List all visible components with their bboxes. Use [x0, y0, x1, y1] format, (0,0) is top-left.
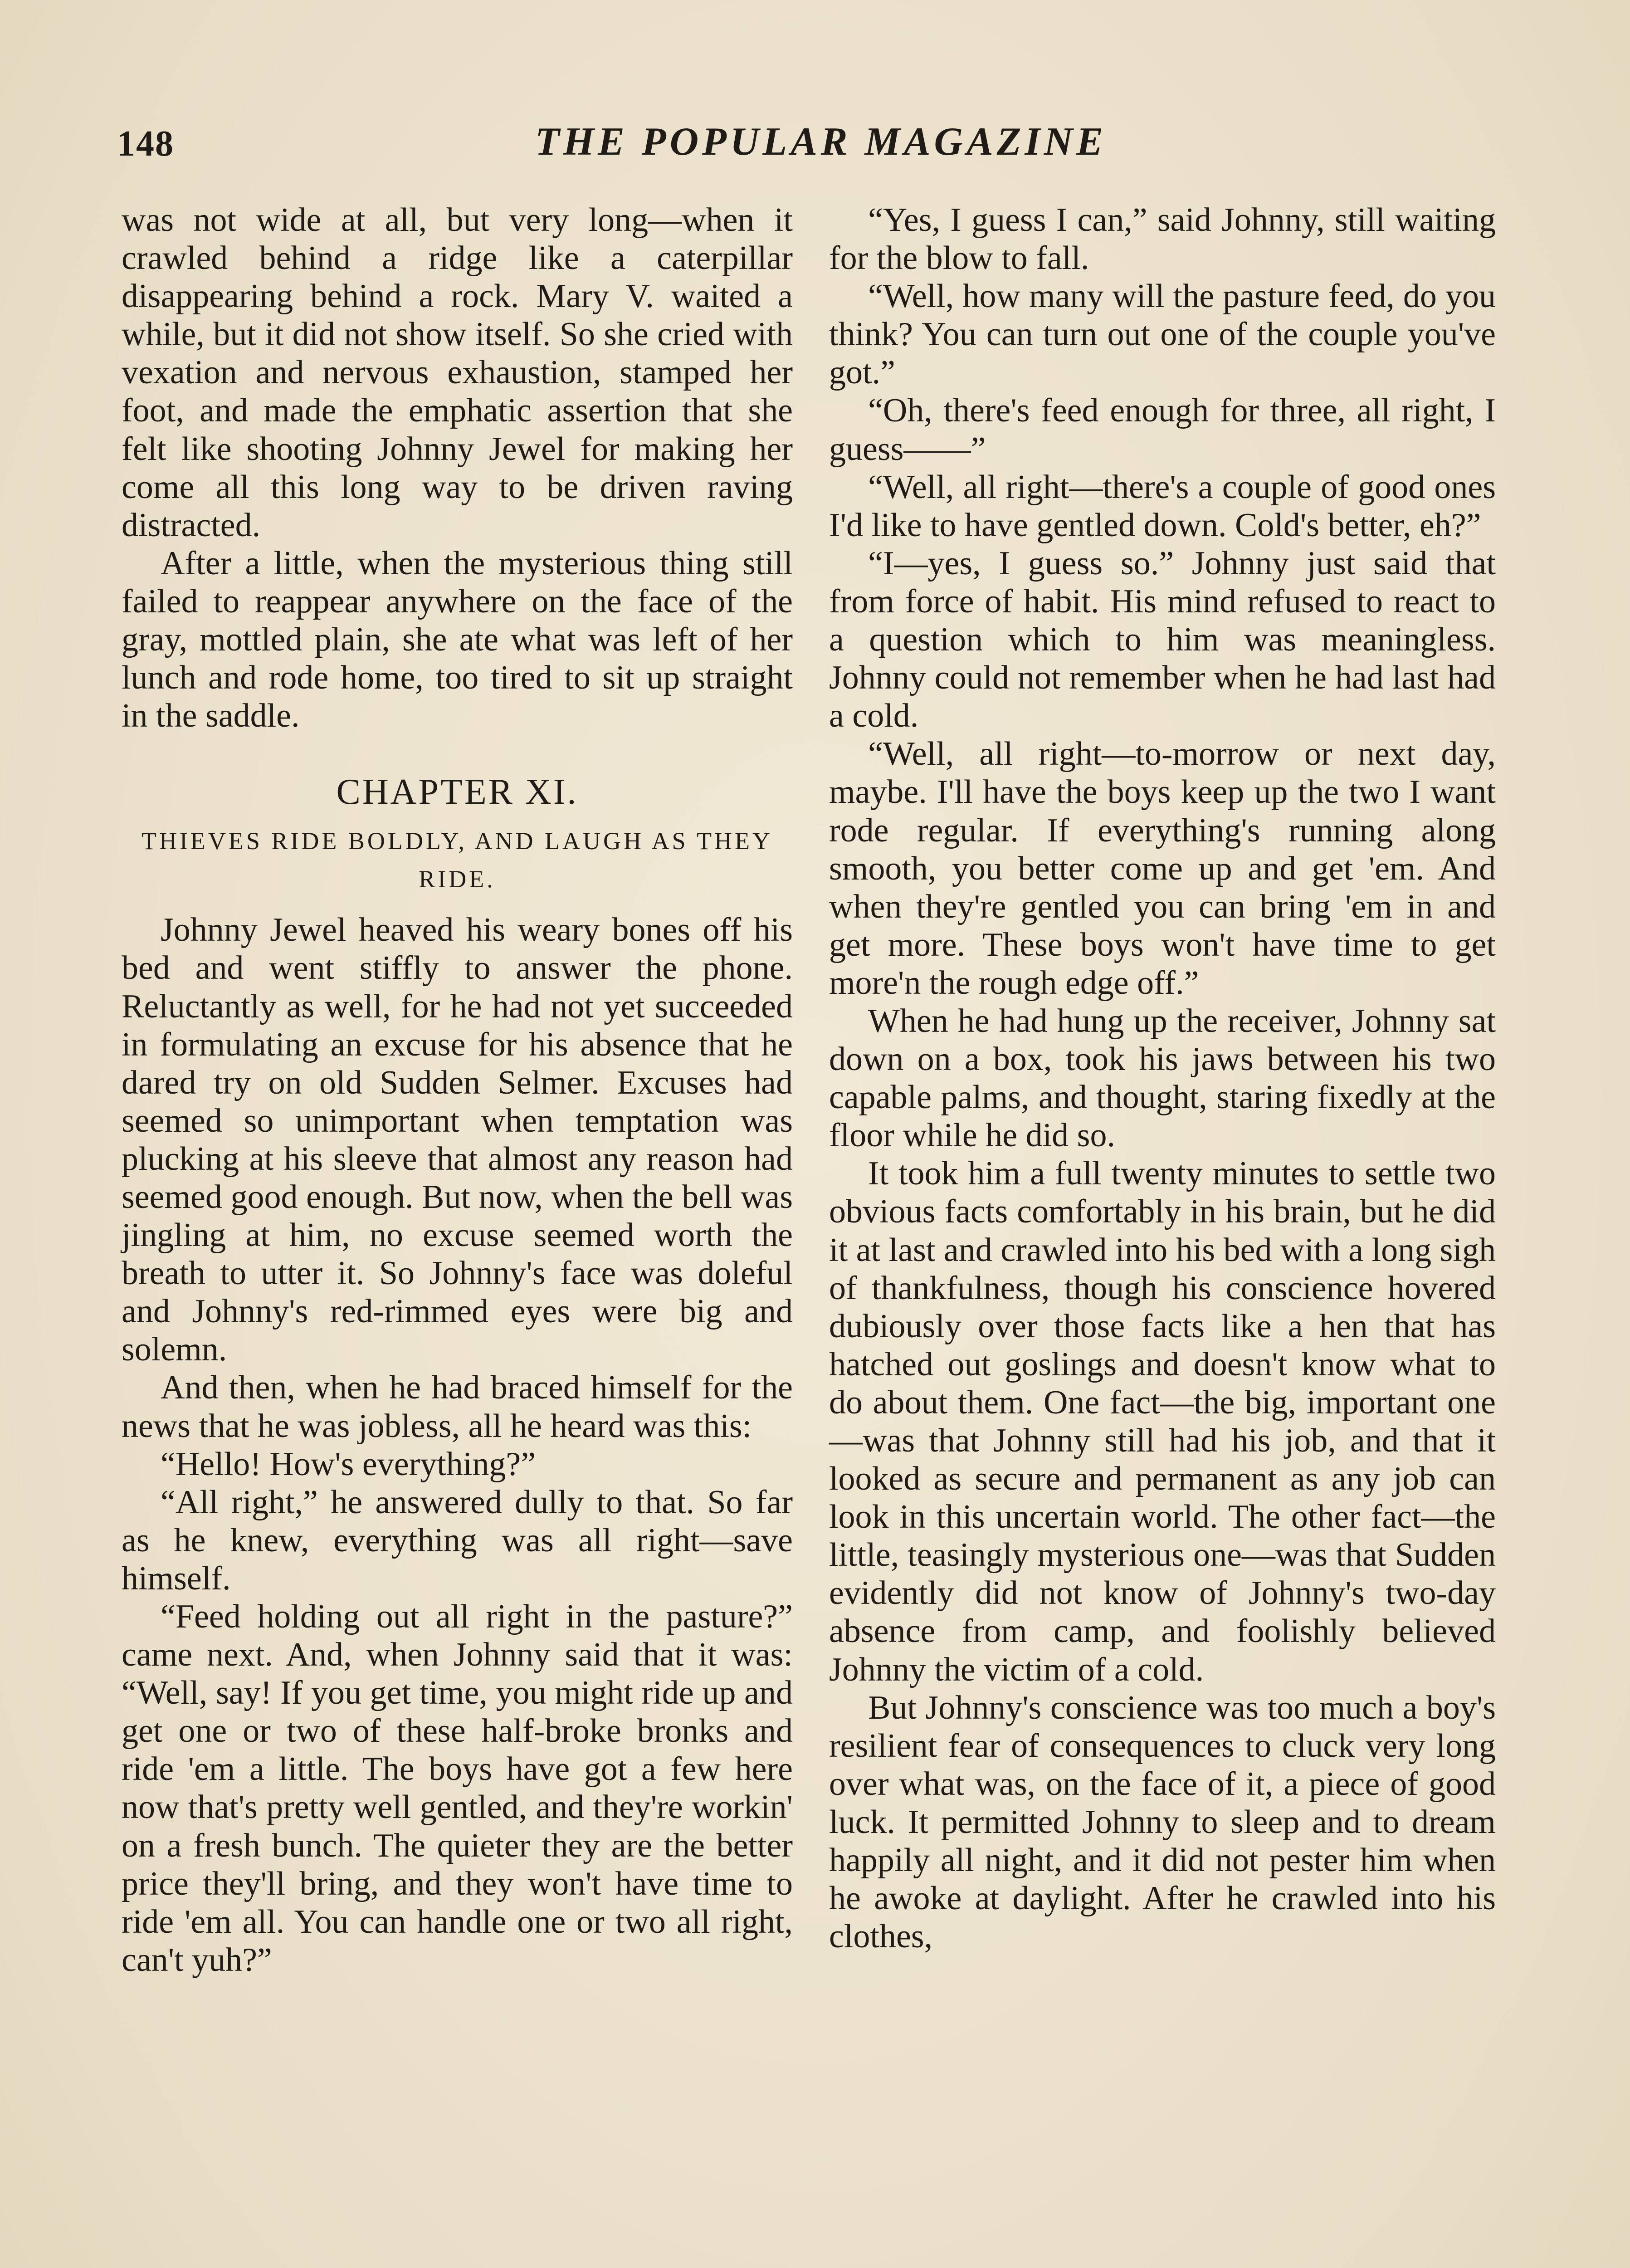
paragraph: It took him a full twenty minutes to settle two obvious facts comfortably in his brain, but he did it at last and crawled into his bed with a long sigh of thankfulness, though his conscience hovered dubiously over those facts like a hen that has hatched out goslings and doesn't know what to do about them. One fact—the big, important one—was that Johnny still had his job, and that it looked as secure and permanent as any job can look in this uncertain world. The other fact—the little, teasingly mysterious one—was that Sudden evidently did not know of Johnny's two-day absence from camp, and foolishly believed Johnny the victim of a cold.	[829, 1155, 1496, 1688]
paragraph: “Well, all right—to-morrow or next day, maybe. I'll have the boys keep up the two I want rode regular. If everything's running along smooth, you better come up and get 'em. And when they're gentled you can bring 'em in and get more. These boys won't have time to get more'n the rough edge off.”	[829, 735, 1496, 1002]
paragraph: “All right,” he answered dully to that. So far as he knew, everything was all right—save himself.	[122, 1483, 793, 1597]
paragraph: “Oh, there's feed enough for three, all right, I guess——”	[829, 392, 1496, 468]
chapter-subtitle: THIEVES RIDE BOLDLY, AND LAUGH AS THEY RIDE.	[141, 827, 773, 893]
paragraph: And then, when he had braced himself for the news that he was jobless, all he heard was this:	[122, 1369, 793, 1445]
paragraph: But Johnny's conscience was too much a boy's resilient fear of consequences to cluck very long over what was, on the face of it, a piece of good luck. It permitted Johnny to sleep and to dream happily all night, and it did not pester him when he awoke at daylight. After he crawled into his clothes,	[829, 1689, 1496, 1955]
paragraph: “Well, all right—there's a couple of good ones I'd like to have gentled down. Cold's better, eh?”	[829, 468, 1496, 544]
page-number: 148	[117, 124, 174, 164]
chapter-heading: CHAPTER XI.	[336, 772, 578, 812]
running-title: THE POPULAR MAGAZINE	[535, 120, 1107, 164]
paragraph: “Well, how many will the pasture feed, do you think? You can turn out one of the couple you've got.”	[829, 278, 1496, 391]
page-header	[0, 119, 1630, 173]
paragraph: Johnny Jewel heaved his weary bones off his bed and went stiffly to answer the phone. Reluctantly as well, for he had not yet succeeded in formulating an excuse for his absence that he dared try on old Sudden Selmer. Excuses had seemed so unimportant when temptation was plucking at his sleeve that almost any reason had seemed good enough. But now, when the bell was jingling at him, no excuse seemed worth the breath to utter it. So Johnny's face was doleful and Johnny's red-rimmed eyes were big and solemn.	[122, 911, 793, 1369]
paragraph: “Feed holding out all right in the pasture?” came next. And, when Johnny said that it was: “Well, say! If you get time, you might ride up and get one or two of these half-broke bronks and ride 'em a little. The boys have got a few here now that's pretty well gentled, and they're workin' on a fresh bunch. The quieter they are the better price they'll bring, and they won't have time to ride 'em all. You can handle one or two all right, can't yuh?”	[122, 1598, 793, 1979]
paragraph: After a little, when the mysterious thing still failed to reappear anywhere on the face of the gray, mottled plain, she ate what was left of her lunch and rode home, too tired to sit up straight in the saddle.	[122, 544, 793, 735]
paragraph: “I—yes, I guess so.” Johnny just said that from force of habit. His mind refused to react to a question which to him was meaningless. Johnny could not remember when he had last had a cold.	[829, 544, 1496, 735]
paragraph: “Hello! How's everything?”	[161, 1445, 536, 1483]
right-column	[829, 201, 1496, 1955]
left-column	[122, 201, 793, 1979]
paragraph: “Yes, I guess I can,” said Johnny, still waiting for the blow to fall.	[829, 201, 1496, 277]
paragraph: When he had hung up the receiver, Johnny sat down on a box, took his jaws between his two capable palms, and thought, staring fixedly at the floor while he did so.	[829, 1002, 1496, 1154]
paragraph: was not wide at all, but very long—when it crawled behind a ridge like a caterpillar disappearing behind a rock. Mary V. waited a while, but it did not show itself. So she cried with vexation and nervous exhaustion, stamped her foot, and made the emphatic assertion that she felt like shooting Johnny Jewel for making her come all this long way to be driven raving distracted.	[122, 201, 793, 544]
